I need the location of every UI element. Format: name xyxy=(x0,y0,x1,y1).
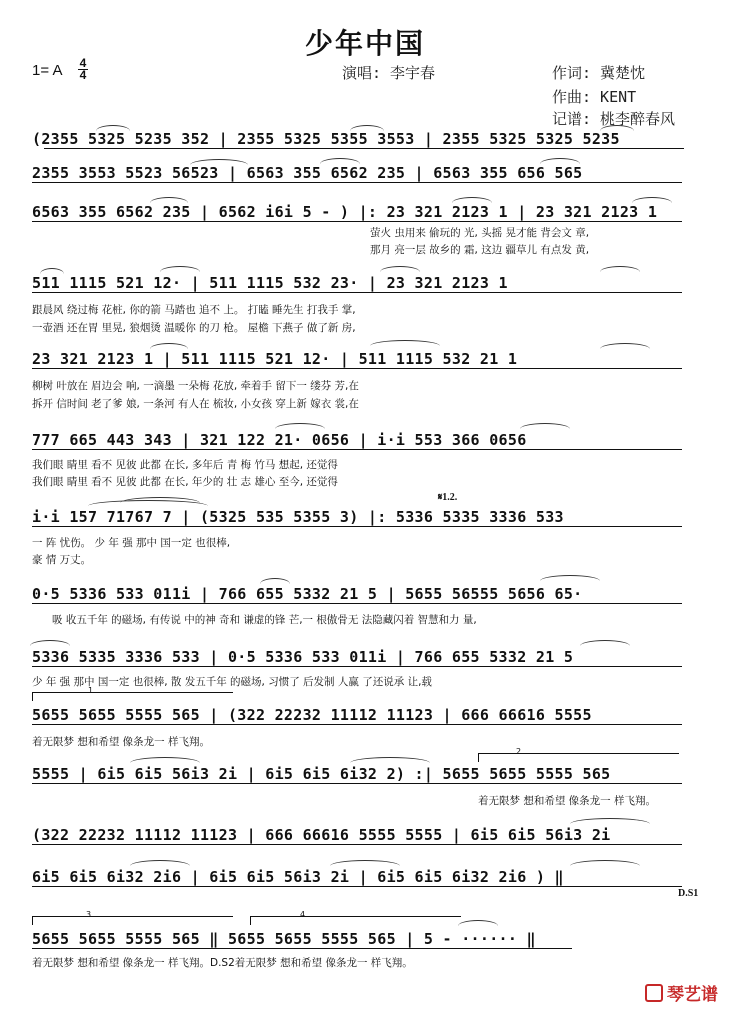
lyric-line-1: 柳树 叶放在 眉边会 响, 一滴墨 一朵梅 花放, 牵着手 留下一 缕芬 芳,在 xyxy=(32,380,359,392)
slur xyxy=(570,860,640,866)
slur xyxy=(540,158,580,164)
score-row-4: 511 1115 521 12· | 511 1115 532 23· | 23 321 2123 1 xyxy=(32,274,508,292)
qinyipu-logo-icon xyxy=(645,984,663,1002)
beam-line xyxy=(32,724,682,725)
volta-number: 4 xyxy=(300,910,306,919)
lyric-line-1: 吸 收五千年 的磁场, 有传说 中的神 奇和 谦虚的锋 芒,一 根傲骨无 法隐藏闪着 智慧和力 量, xyxy=(52,614,477,626)
score-row-11: 5555 | 6i5 6i5 56i3 2i | 6i5 6i5 6i32 2) :| 5655 5655 5555 565 xyxy=(32,765,611,783)
lyric-line-2: 我们眼 睛里 看不 见彼 此都 在长, 年少的 壮 志 雄心 至今, 还觉得 xyxy=(32,476,338,488)
beam-line xyxy=(32,368,682,369)
lyric-line-1: 跟晨风 绕过梅 花桩, 你的箭 马踏也 追不 上。 打瞌 睡先生 打我手 掌, xyxy=(32,304,356,316)
transcriber-credit: 记谱: 桃李醉春风 xyxy=(552,110,676,128)
lyric-line-1: 着无限梦 想和希望 像条龙一 样飞翔。 xyxy=(478,795,657,807)
score-row-13: 6i5 6i5 6i32 2i6 | 6i5 6i5 56i3 2i | 6i5 6i5 6i32 2i6 ) ‖ xyxy=(32,868,564,886)
slur xyxy=(350,757,430,763)
slur xyxy=(600,343,650,349)
lyric-line-1: 我们眼 睛里 看不 见彼 此都 在长, 多年后 青 梅 竹马 想起, 还觉得 xyxy=(32,459,338,471)
time-sig-top: 4 xyxy=(79,56,87,70)
slur xyxy=(350,125,384,131)
slur xyxy=(30,640,70,646)
slur xyxy=(160,266,200,272)
volta-bracket xyxy=(32,692,233,701)
score-row-12: (322 22232 11112 11123 | 666 66616 5555 5555 | 6i5 6i5 56i3 2i xyxy=(32,826,611,844)
slur xyxy=(320,158,360,164)
slur xyxy=(452,197,492,203)
slur xyxy=(330,860,400,866)
lyric-line-1: 少 年 强 那中 国一定 也很棒, 散 发五千年 的磁场, 习惯了 后发制 人赢 了还说承 让,载 xyxy=(32,676,432,688)
score-row-1: (2355 5325 5235 352 | 2355 5325 5355 3553 | 2355 5325 5325 5235 xyxy=(32,130,620,148)
score-row-10: 5655 5655 5555 565 | (322 22232 11112 11123 | 666 66616 5555 xyxy=(32,706,592,724)
score-row-14: 5655 5655 5555 565 ‖ 5655 5655 5555 565 | 5 - ······ ‖ xyxy=(32,930,536,948)
slur xyxy=(190,159,248,165)
watermark-text: 琴艺谱 xyxy=(667,985,718,1005)
slur xyxy=(570,818,650,824)
slur xyxy=(370,340,440,346)
beam-line xyxy=(32,182,682,183)
watermark-logo xyxy=(645,980,718,1005)
beam-line xyxy=(44,148,684,149)
slur xyxy=(96,125,130,131)
volta-bracket xyxy=(478,753,679,762)
key-signature: 1= A xyxy=(32,62,63,79)
segno-mark: 𝄋1.2. xyxy=(438,492,458,503)
score-row-3: 6563 355 6562 235 | 6562 i6i 5 - ) |: 23 321 2123 1 | 23 321 2123 1 xyxy=(32,203,658,221)
composer-credit: 作曲: KENT xyxy=(552,88,637,106)
lyric-line-1: 萤火 虫用来 偷玩的 光, 头摇 晃才能 背会文 章, xyxy=(370,227,590,239)
slur xyxy=(458,920,498,926)
score-row-6: 777 665 443 343 | 321 122 21· 0656 | i·i 553 366 0656 xyxy=(32,431,527,449)
slur xyxy=(120,497,200,503)
lyric-line-2: 豪 情 万丈。 xyxy=(32,554,92,566)
volta-number: 2 xyxy=(516,747,522,756)
beam-line xyxy=(32,666,682,667)
volta-bracket xyxy=(250,916,461,925)
beam-line xyxy=(32,948,572,949)
score-row-9: 5336 5335 3336 533 | 0·5 5336 533 011i | 766 655 5332 21 5 xyxy=(32,648,574,666)
slur xyxy=(130,757,200,763)
slur xyxy=(40,268,64,274)
slur xyxy=(260,578,290,584)
slur xyxy=(600,266,640,272)
ds-mark: D.S1 xyxy=(678,888,699,899)
volta-bracket xyxy=(32,916,233,925)
score-row-5: 23 321 2123 1 | 511 1115 521 12· | 511 1115 532 21 1 xyxy=(32,350,518,368)
volta-number: 3 xyxy=(86,910,92,919)
score-row-7: i·i 157 71767 7 | (5325 535 5355 3) |: 5336 5335 3336 533 xyxy=(32,508,564,526)
slur xyxy=(540,575,600,581)
slur xyxy=(150,197,188,203)
lyric-line-2: 那月 亮一层 故乡的 霜, 这边 疆草儿 有点发 黄, xyxy=(370,244,590,256)
slur xyxy=(600,125,634,131)
singer-credit: 演唱: 李宇春 xyxy=(342,64,436,82)
lyric-line-2: 一壶酒 还在胃 里晃, 狼烟烫 温暖你 的刀 枪。 屋檐 下燕子 做了新 房, xyxy=(32,322,356,334)
lyric-line-1: 一 阵 忧伤。 少 年 强 那中 国一定 也很棒, xyxy=(32,537,231,549)
slur xyxy=(275,423,325,429)
slur xyxy=(380,266,420,272)
score-row-8: 0·5 5336 533 011i | 766 655 5332 21 5 | 5655 56555 5656 65· xyxy=(32,585,583,603)
lyric-line-1: 着无限梦 想和希望 像条龙一 样飞翔。D.S2着无限梦 想和希望 像条龙一 样飞翔。 xyxy=(32,957,413,969)
slur xyxy=(520,423,570,429)
beam-line xyxy=(32,221,682,222)
lyric-line-1: 着无限梦 想和希望 像条龙一 样飞翔。 xyxy=(32,736,211,748)
beam-line xyxy=(32,449,682,450)
beam-line xyxy=(32,844,682,845)
beam-line xyxy=(32,783,682,784)
slur xyxy=(580,640,630,646)
slur xyxy=(130,860,190,866)
lyricist-credit: 作词: 冀楚忱 xyxy=(552,64,646,82)
volta-number: 1 xyxy=(88,686,94,695)
beam-line xyxy=(32,292,682,293)
slur xyxy=(632,197,672,203)
score-row-2: 2355 3553 5523 56523 | 6563 355 6562 235 | 6563 355 656 565 xyxy=(32,164,583,182)
song-title: 少年中国 xyxy=(304,27,425,60)
time-signature xyxy=(78,58,88,81)
slur xyxy=(150,343,188,349)
time-sig-bottom: 4 xyxy=(79,68,87,82)
lyric-line-2: 拆开 信时间 老了爹 娘, 一条河 有人在 梳妆, 小女孩 穿上新 嫁衣 裳,在 xyxy=(32,398,359,410)
beam-line xyxy=(32,886,682,887)
beam-line xyxy=(32,526,682,527)
beam-line xyxy=(32,603,682,604)
